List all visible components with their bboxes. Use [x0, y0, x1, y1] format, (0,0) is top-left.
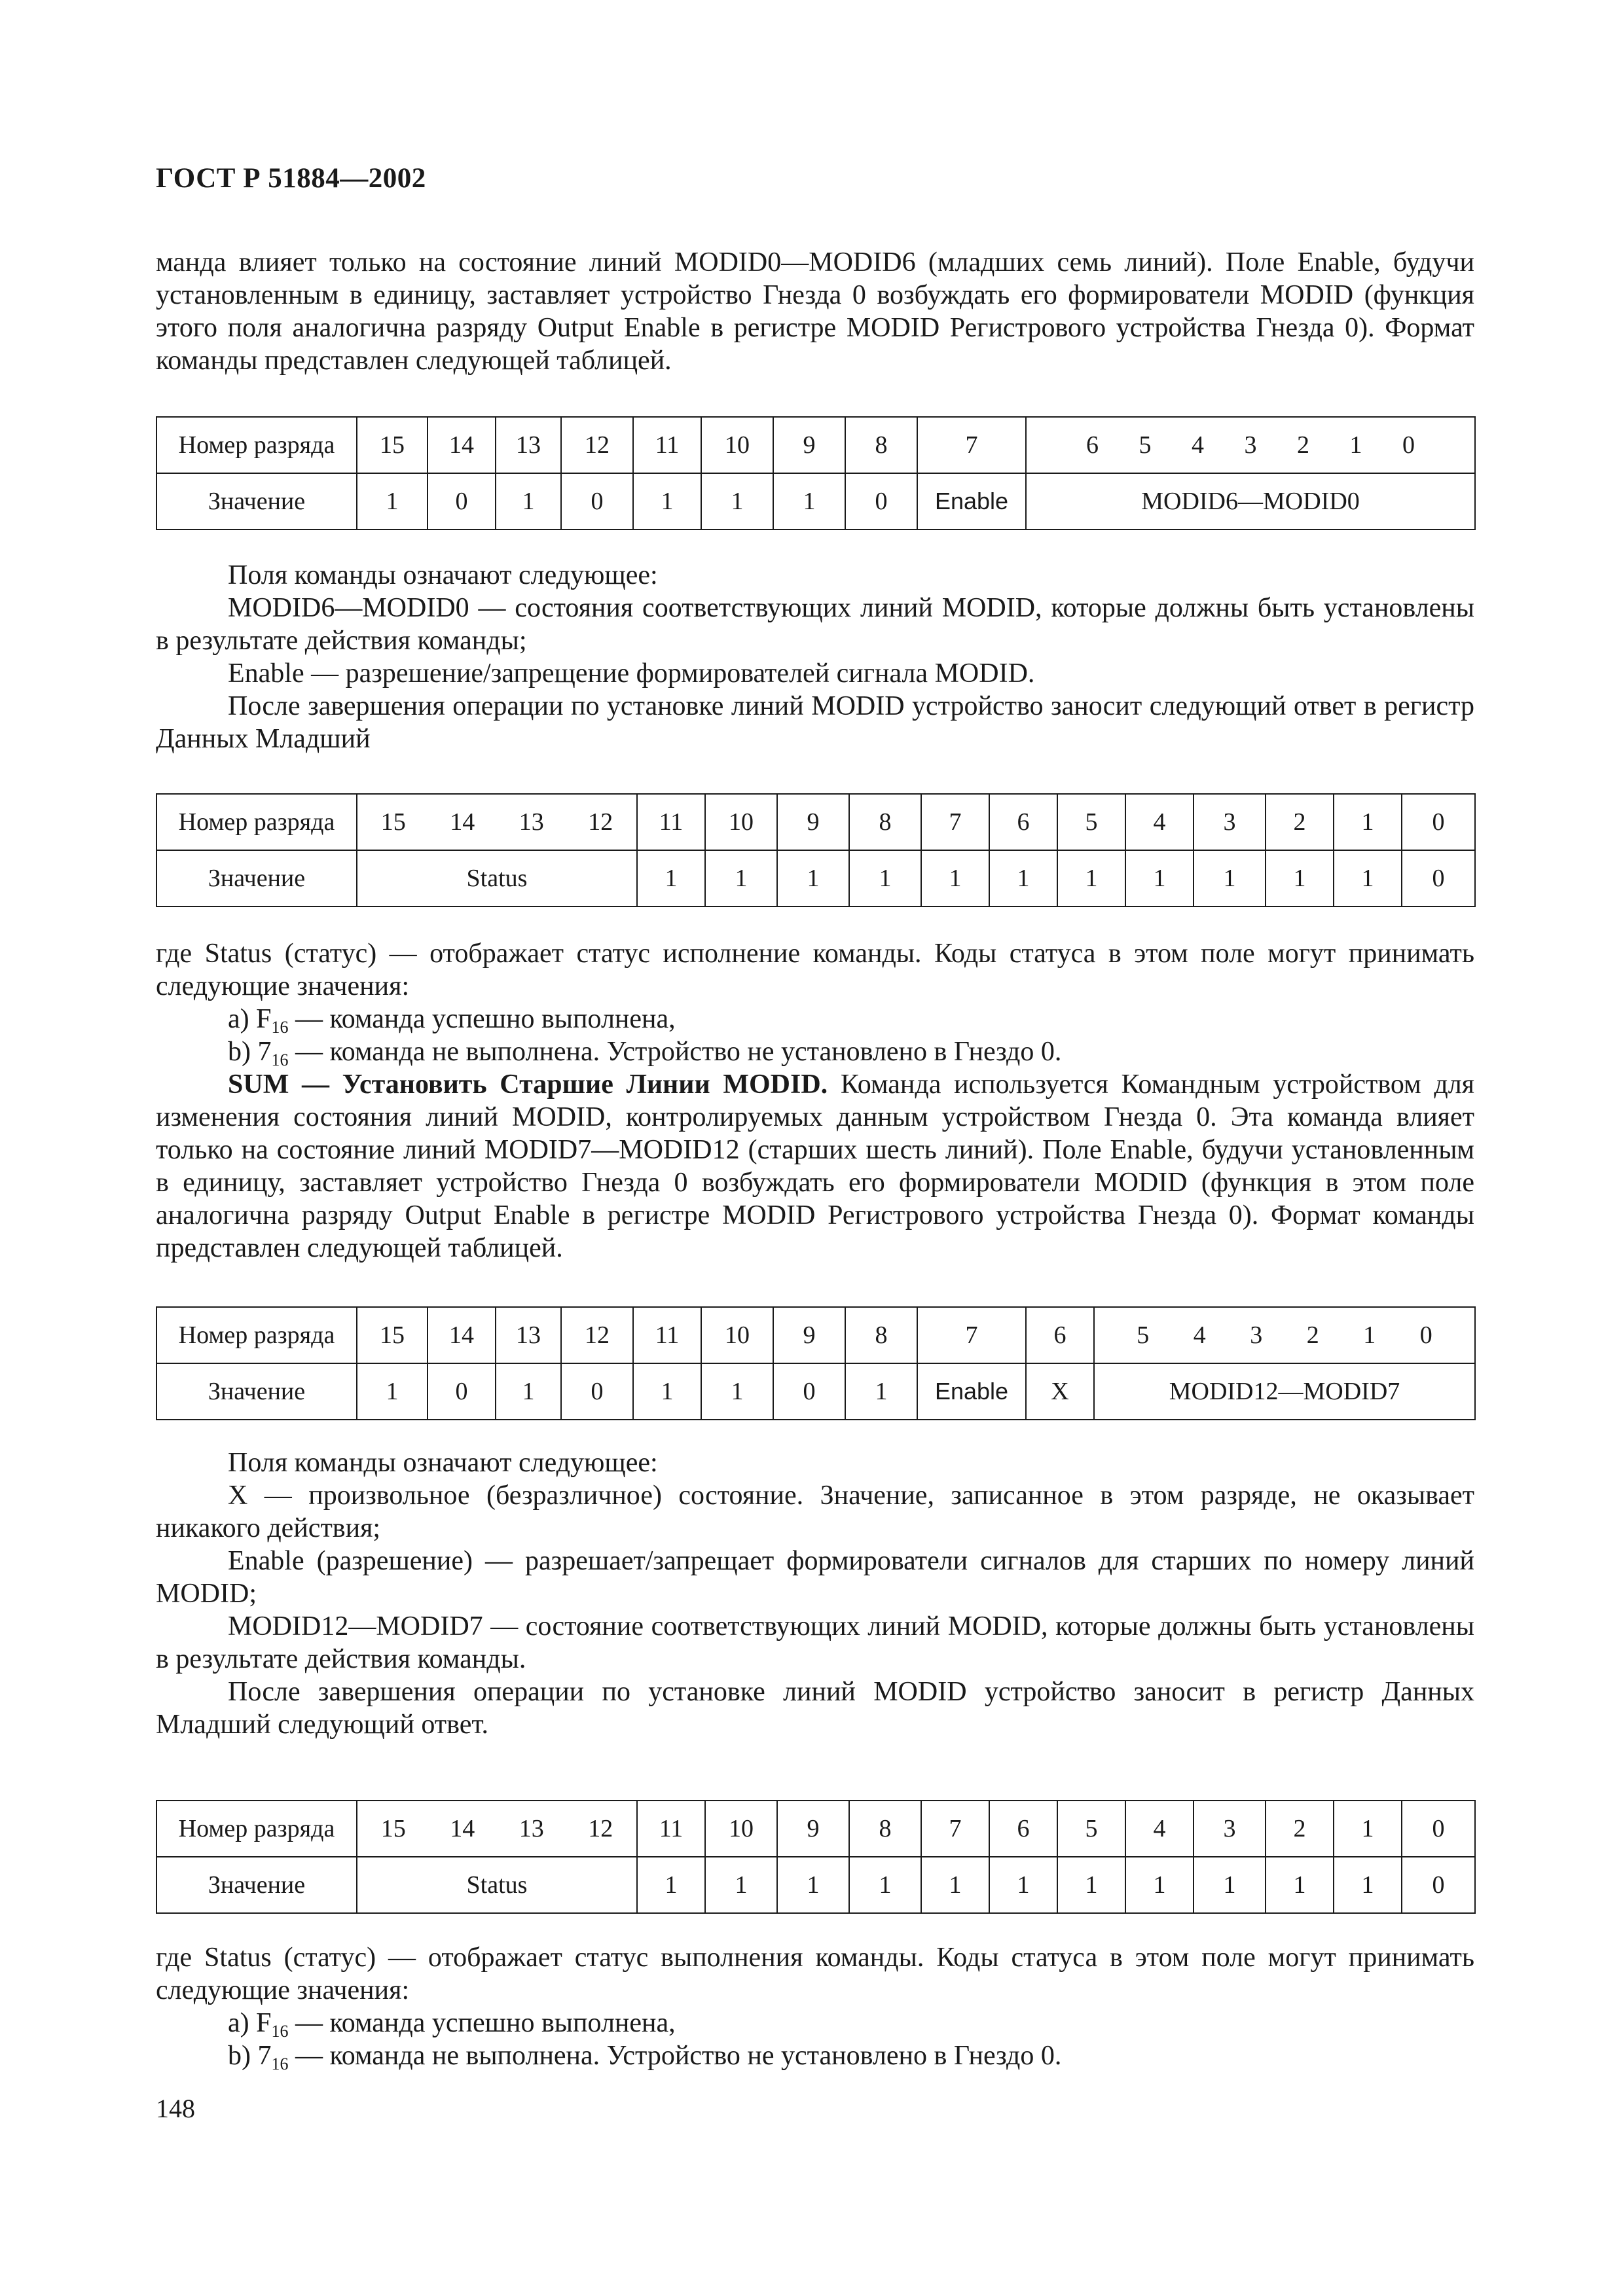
value-cell: 1 [849, 850, 921, 906]
bit-cell: 2 [1266, 1801, 1334, 1857]
group-value-cell: MODID12—MODID7 [1094, 1363, 1475, 1420]
value-cell: X [1026, 1363, 1094, 1420]
bit-cell: 12 [561, 1307, 633, 1363]
status-code-b: b) $7_{16}$ — команда не выполнена. Устройство не установлено в Гнездо 0. [228, 1037, 1062, 1069]
status-description-2 [156, 1941, 1474, 2072]
row-label: Значение [156, 1857, 357, 1913]
value-cell: 1 [777, 850, 849, 906]
bit-cell: 6 [989, 1801, 1057, 1857]
status-code-a: a) $F_{16}$ — команда успешно выполнена, [228, 1004, 676, 1037]
bit-cell: 3 [1194, 794, 1266, 850]
value-cell: 1 [1334, 850, 1402, 906]
bit-cell: 1 [1334, 1801, 1402, 1857]
document-header: ГОСТ Р 51884—2002 [156, 163, 426, 194]
value-cell: 1 [705, 850, 777, 906]
command-format-table-1 [156, 416, 1476, 530]
bit-cell: 4 [1125, 1801, 1194, 1857]
bit-cell: 10 [705, 1801, 777, 1857]
command-format-table-2 [156, 1306, 1476, 1420]
paragraph: Поля команды означают следующее: [228, 1448, 658, 1478]
response-format-table-2 [156, 1800, 1476, 1914]
row-label: Значение [156, 1363, 357, 1420]
value-cell: 1 [637, 850, 705, 906]
bit-cell: 11 [633, 1307, 701, 1363]
intro-text: манда влияет только на состояние линий MODID0—MODID6 (младших семь линий). Поле Enable, будучи установленным в единицу, заставляет устройство Гнезда 0 возбуждать его формирователи MODID (функция этого поля аналогична разряду Output Enable в регистре MODID Регистрового устройства Гнезда 0). Формат команды представлен следующей таблицей. [156, 247, 1474, 376]
bit-cell: 0 [1402, 794, 1475, 850]
bit-group-cell [357, 1801, 637, 1857]
bit-cell: 10 [705, 794, 777, 850]
value-cell: 1 [1125, 850, 1194, 906]
bit-group-cell [1094, 1307, 1475, 1363]
bit-cell: 8 [845, 1307, 917, 1363]
row-label: Значение [156, 473, 357, 529]
value-cell: 1 [989, 1857, 1057, 1913]
bit-cell: 10 [701, 417, 773, 473]
bit-cell: 12 [561, 417, 633, 473]
value-cell: 1 [921, 850, 989, 906]
table-row-values [156, 1363, 1475, 1420]
value-cell: 0 [773, 1363, 845, 1420]
value-cell: 1 [1266, 1857, 1334, 1913]
value-cell: 1 [701, 473, 773, 529]
bit-cell: 2 [1266, 794, 1334, 850]
status-code-a: a) $F_{16}$ — команда успешно выполнена, [228, 2008, 676, 2041]
value-cell: 1 [496, 1363, 561, 1420]
paragraph: где Status (статус) — отображает статус выполнения команды. Коды статуса в этом поле могут принимать следующие значения: [156, 1943, 1474, 2005]
bit-cell: 10 [701, 1307, 773, 1363]
page-number: 148 [156, 2094, 195, 2123]
bit-cell: 7 [921, 1801, 989, 1857]
intro-paragraph [156, 246, 1474, 377]
bit-cell: 8 [845, 417, 917, 473]
bit-cell: 7 [921, 794, 989, 850]
value-cell: 1 [989, 850, 1057, 906]
row-label: Значение [156, 850, 357, 906]
bit-cell: 9 [773, 417, 845, 473]
value-cell: 1 [773, 473, 845, 529]
table-row-values [156, 473, 1475, 529]
group-value-cell: Status [357, 850, 637, 906]
paragraph: Enable (разрешение) — разрешает/запрещает формирователи сигналов для старших по номеру линий MODID; [156, 1546, 1474, 1609]
status-and-sum-description [156, 937, 1474, 1265]
paragraph: MODID6—MODID0 — состояния соответствующих линий MODID, которые должны быть установлены в результате действия команды; [156, 593, 1474, 656]
bit-group-cell [1026, 417, 1475, 473]
value-cell: 1 [1057, 850, 1125, 906]
bit-group-numbers: 15 14 13 12 [380, 1815, 613, 1842]
sum-command-paragraph: SUM — Установить Старшие Линии MODID. Команда используется Командным устройством для изменения состояния линий MODID, контролируемых данным устройством Гнезда 0. Эта команда влияет только на состояние линий MODID7—MODID12 (старших шесть линий). Поле Enable, будучи установленным в единицу, заставляет устройство Гнезда 0 возбуждать его формирователи MODID (функция в этом поле аналогична разряду Output Enable в регистре MODID Регистрового устройства Гнезда 0). Формат команды представлен следующей таблицей. [156, 1069, 1474, 1263]
bit-cell: 6 [989, 794, 1057, 850]
paragraph: MODID12—MODID7 — состояние соответствующих линий MODID, которые должны быть установлены в результате действия команды. [156, 1611, 1474, 1674]
bit-cell: 9 [777, 794, 849, 850]
bit-cell: 4 [1125, 794, 1194, 850]
paragraph: X — произвольное (безразличное) состояние. Значение, записанное в этом разряде, не оказывает никакого действия; [156, 1480, 1474, 1543]
bit-cell: 8 [849, 794, 921, 850]
bit-cell: 11 [633, 417, 701, 473]
bit-cell: 15 [357, 417, 428, 473]
bit-group-numbers: 15 14 13 12 [380, 808, 613, 836]
value-cell: 1 [496, 473, 561, 529]
table-row-bits [156, 417, 1475, 473]
value-cell: 1 [357, 1363, 428, 1420]
paragraph: После завершения операции по установке линий MODID устройство заносит в регистр Данных Младший следующий ответ. [156, 1677, 1474, 1740]
value-cell: 1 [701, 1363, 773, 1420]
row-label: Номер разряда [156, 417, 357, 473]
value-cell: 1 [1334, 1857, 1402, 1913]
bit-cell: 8 [849, 1801, 921, 1857]
value-cell: 1 [1194, 850, 1266, 906]
value-cell: 0 [428, 1363, 496, 1420]
value-cell: Enable [917, 473, 1026, 529]
table-row-bits [156, 1307, 1475, 1363]
paragraph: где Status (статус) — отображает статус исполнение команды. Коды статуса в этом поле могут принимать следующие значения: [156, 939, 1474, 1001]
bit-cell: 14 [428, 1307, 496, 1363]
bit-cell: 11 [637, 794, 705, 850]
bit-cell: 5 [1057, 1801, 1125, 1857]
fields-description-2 [156, 1446, 1474, 1741]
value-cell: Enable [917, 1363, 1026, 1420]
value-cell: 1 [633, 1363, 701, 1420]
table-row-bits [156, 1801, 1475, 1857]
fields-description-1 [156, 559, 1474, 755]
bit-cell: 13 [496, 417, 561, 473]
bit-cell: 9 [777, 1801, 849, 1857]
row-label: Номер разряда [156, 794, 357, 850]
bit-cell: 1 [1334, 794, 1402, 850]
paragraph: Поля команды означают следующее: [228, 560, 658, 590]
status-code-b: b) $7_{16}$ — команда не выполнена. Устройство не установлено в Гнездо 0. [228, 2041, 1062, 2073]
bit-cell: 14 [428, 417, 496, 473]
bit-group-cell [357, 794, 637, 850]
value-cell: 0 [845, 473, 917, 529]
table-row-bits [156, 794, 1475, 850]
bit-cell: 0 [1402, 1801, 1475, 1857]
bit-group-numbers: 5 4 3 2 1 0 [1137, 1321, 1432, 1349]
bit-group-numbers: 6 5 4 3 2 1 0 [1086, 431, 1415, 459]
paragraph: После завершения операции по установке линий MODID устройство заносит следующий ответ в регистр Данных Младший [156, 691, 1474, 754]
value-cell: 1 [1057, 1857, 1125, 1913]
value-cell: 1 [921, 1857, 989, 1913]
bit-cell: 13 [496, 1307, 561, 1363]
value-cell: 1 [633, 473, 701, 529]
response-format-table-1 [156, 793, 1476, 907]
table-row-values [156, 850, 1475, 906]
paragraph: Enable — разрешение/запрещение формирователей сигнала MODID. [228, 658, 1035, 689]
value-cell: 1 [849, 1857, 921, 1913]
row-label: Номер разряда [156, 1307, 357, 1363]
document-page [156, 0, 1474, 2296]
value-cell: 1 [777, 1857, 849, 1913]
value-cell: 0 [1402, 850, 1475, 906]
bit-cell: 6 [1026, 1307, 1094, 1363]
bit-cell: 11 [637, 1801, 705, 1857]
value-cell: 1 [1125, 1857, 1194, 1913]
bit-cell: 9 [773, 1307, 845, 1363]
value-cell: 0 [428, 473, 496, 529]
value-cell: 1 [357, 473, 428, 529]
value-cell: 1 [845, 1363, 917, 1420]
sum-command-title: SUM — Установить Старшие Линии MODID. [228, 1069, 828, 1100]
value-cell: 0 [561, 473, 633, 529]
value-cell: 0 [1402, 1857, 1475, 1913]
value-cell: 1 [1266, 850, 1334, 906]
bit-cell: 7 [917, 417, 1026, 473]
bit-cell: 15 [357, 1307, 428, 1363]
group-value-cell: MODID6—MODID0 [1026, 473, 1475, 529]
row-label: Номер разряда [156, 1801, 357, 1857]
bit-cell: 7 [917, 1307, 1026, 1363]
bit-cell: 3 [1194, 1801, 1266, 1857]
table-row-values [156, 1857, 1475, 1913]
value-cell: 1 [637, 1857, 705, 1913]
group-value-cell: Status [357, 1857, 637, 1913]
value-cell: 0 [561, 1363, 633, 1420]
value-cell: 1 [1194, 1857, 1266, 1913]
bit-cell: 5 [1057, 794, 1125, 850]
value-cell: 1 [705, 1857, 777, 1913]
